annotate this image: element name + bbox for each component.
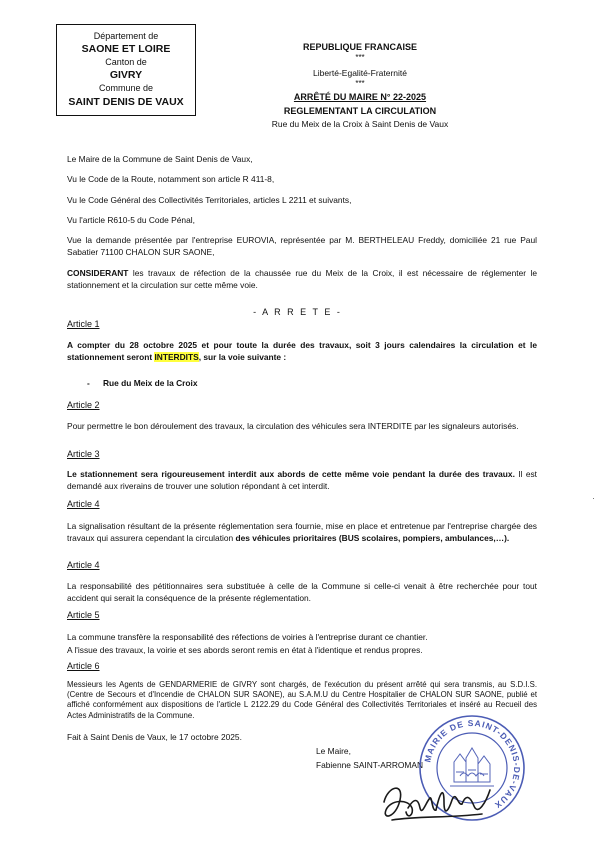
dept-label: Département de [93,31,159,41]
vu-code-penal: Vu l'article R610-5 du Code Pénal, [67,215,195,225]
done-at-date: Fait à Saint Denis de Vaux, le 17 octobre 2025. [67,732,242,742]
article-4-title: Article 4 [67,499,100,509]
article-4-text-b: des véhicules prioritaires (BUS scolaires, pompiers, ambulances,…). [235,533,510,544]
article-5-title: Article 5 [67,610,100,620]
considerant-paragraph [67,267,537,292]
stars-separator: *** [355,53,365,62]
article-3-bold: Le stationnement sera rigoureusement interdit aux abords de cette même voie pendant la durée des travaux. [67,469,515,479]
svg-text:MAIRIE DE SAINT-DENIS-DE-VAUX: MAIRIE DE SAINT-DENIS-DE-VAUX [422,717,523,811]
article-4b-text: La responsabilité des pétitionnaires sera substituée à celle de la Commune si celle-ci venait à être recherchée pour tout accident qui serait la conséquence de la présente réglementation. [67,581,537,604]
handwritten-signature [378,772,498,832]
article-1-text-start: A compter du 28 octobre 2025 et pour toute la durée des travaux, soit 3 jours calendaires la circulation et le stationnement seront [67,340,537,363]
arrete-label: - A R R E T E - [253,307,342,317]
signature-block [316,744,423,772]
stars-separator: *** [355,79,365,88]
interdits-highlight: INTERDITS [154,352,199,363]
vu-code-route: Vu le Code de la Route, notamment son article R 411-8, [67,174,275,184]
article-1-text-end: , sur la voie suivante : [198,352,287,363]
article-4-text-a: La signalisation résultant de la présente réglementation sera fournie, mise en place et entretenue par l'entreprise chargée des travaux qui assurera cependant la circulation [67,521,537,544]
article-2-text: Pour permettre le bon déroulement des travaux, la circulation des véhicules sera INTERDITE par les signaleurs autorisés. [67,421,519,431]
scan-artifact-dot [593,498,594,499]
canton-label: Canton de [105,57,147,67]
article-5-line-1: La commune transfère la responsabilité des réfections de voiries à l'entreprise durant ce chantier. [67,632,428,642]
article-3-text [67,468,537,493]
canton-name: GIVRY [109,69,143,81]
arrete-subject: REGLEMENTANT LA CIRCULATION [283,106,437,116]
commune-name: SAINT DENIS DE VAUX [68,96,184,108]
article-6-text: Messieurs les Agents de GENDARMERIE de GIVRY sont chargés, de l'exécution du présent arrêté qui sera transmis, au S.D.I.S. (Centre de Secours et d'Incendie de CHALON SUR SAONE), au S.A.M.U du Centre Hospitalier de CHALON SUR SAONE, publié et affiché conformément aux dispositions de l'article L 2122.29 du Code Général des Collectivités Territoriales et inséré au Recueil des Actes Administratifs de la Commune. [67,680,537,720]
intro-line: Le Maire de la Commune de Saint Denis de Vaux, [67,154,253,164]
department-box [56,24,196,116]
considerant-keyword: CONSIDERANT [67,268,129,278]
article-1-text [67,339,537,364]
article-3-title: Article 3 [67,449,100,459]
department-name: SAONE ET LOIRE [81,43,171,55]
article-1-title: Article 1 [67,319,100,329]
arrete-number: ARRÊTÉ DU MAIRE N° 22-2025 [293,92,427,102]
article-6-title: Article 6 [67,661,100,671]
article-5-line-2: A l'issue des travaux, la voirie et ses abords seront remis en état à l'identique et rendus propres. [67,645,423,655]
article-2-title: Article 2 [67,400,100,410]
republic-title: REPUBLIQUE FRANCAISE [302,42,417,52]
vu-demande: Vue la demande présentée par l'entreprise EUROVIA, représentée par M. BERTHELEAU Freddy, domiciliée 21 rue Paul Sabatier 71100 CHALON SUR SAONE, [67,235,537,258]
list-bullet: - [87,378,90,388]
mayor-name: Fabienne SAINT-ARROMAN [316,760,424,770]
arrete-street: Rue du Meix de la Croix à Saint Denis de Vaux [271,119,449,129]
vu-cgct: Vu le Code Général des Collectivités Territoriales, articles L 2211 et suivants, [67,195,352,205]
article-4b-title: Article 4 [67,560,100,570]
article-1-street-item: Rue du Meix de la Croix [103,378,198,388]
republic-motto: Liberté-Egalité-Fraternité [312,68,407,78]
article-4-text [67,520,537,545]
mayor-role: Le Maire, [316,746,351,756]
considerant-text: les travaux de réfection de la chaussée rue du Meix de la Croix, il est nécessaire de réglementer le stationnement et la circulation sur cette même voie. [67,268,537,291]
article-3-rest: Il est demandé aux riverains de trouver une solution répondant à cet interdit. [67,469,538,492]
commune-label: Commune de [98,83,154,93]
